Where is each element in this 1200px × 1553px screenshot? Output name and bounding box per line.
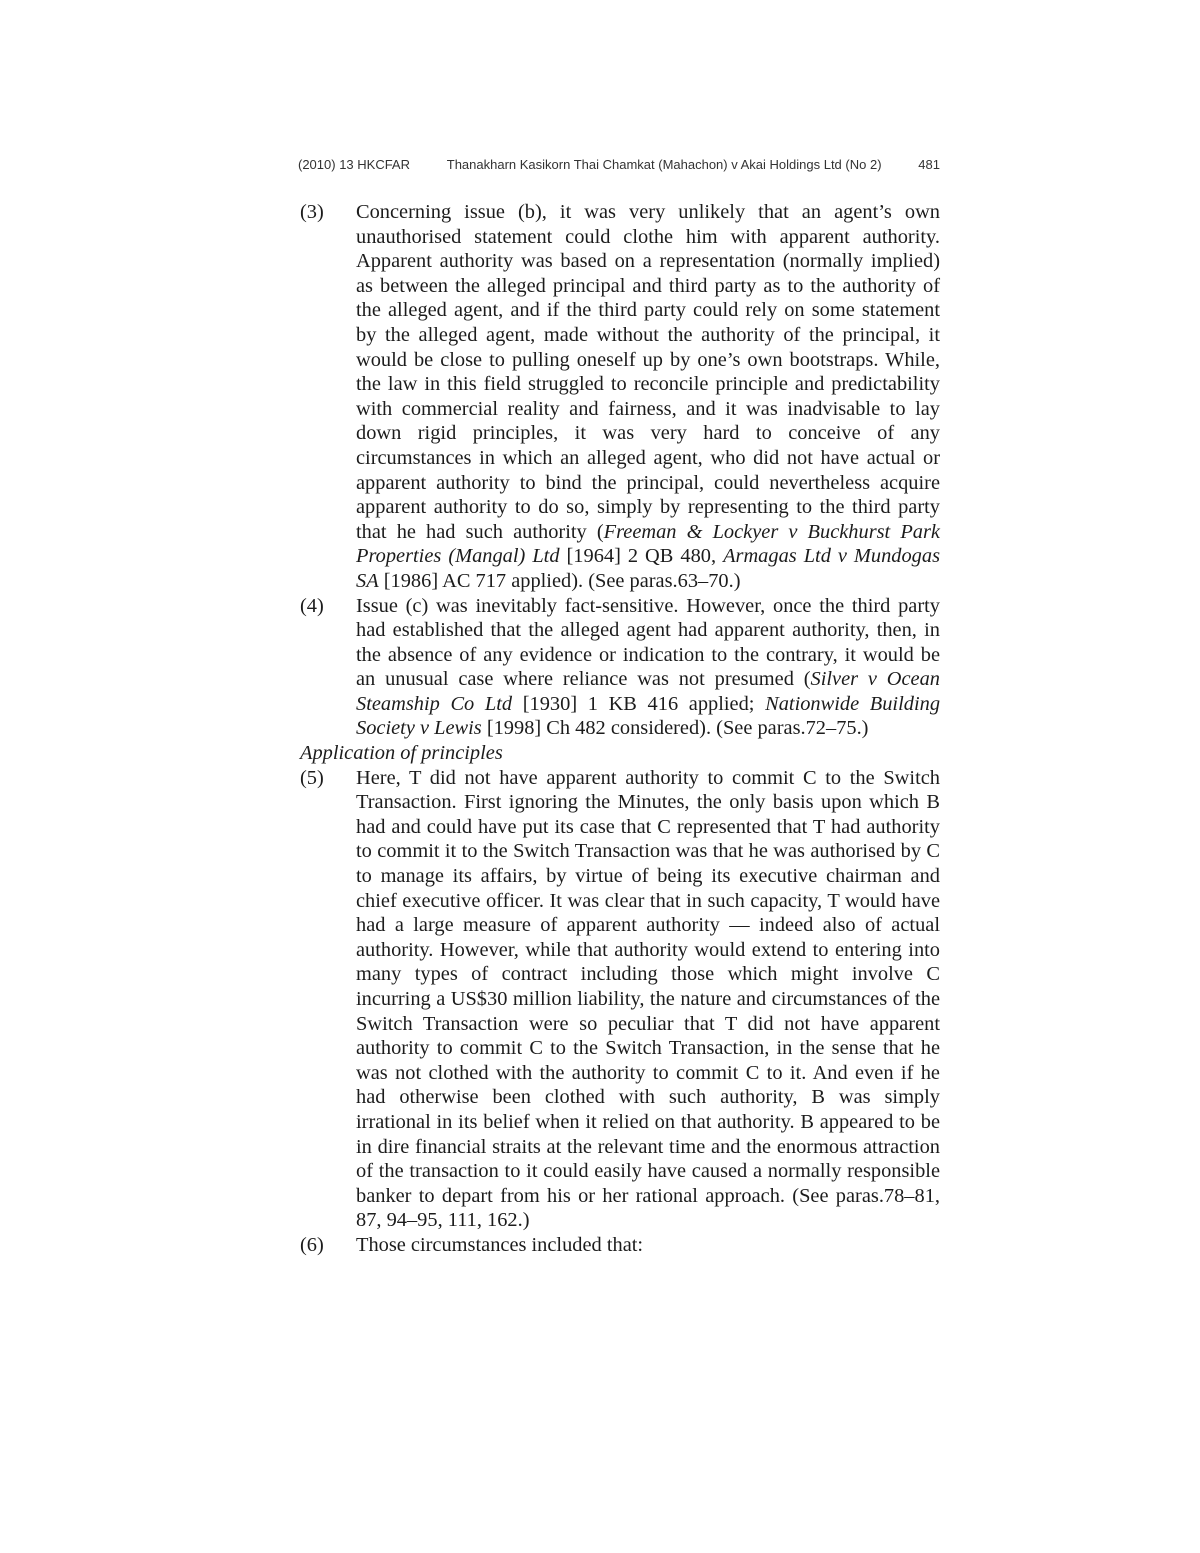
paragraph-number: (6) xyxy=(300,1233,324,1256)
text-segment: Those circumstances included that: xyxy=(356,1233,644,1256)
page-body xyxy=(300,200,940,1258)
case-title: Thanakharn Kasikorn Thai Chamkat (Mahachon) v Akai Holdings Ltd (No 2) xyxy=(446,157,882,172)
paragraph-text xyxy=(356,200,940,594)
section-heading: Application of principles xyxy=(300,742,503,765)
page-number: 481 xyxy=(918,157,940,172)
report-citation: (2010) 13 HKCFAR xyxy=(298,157,410,172)
case-citation: Armagas Ltd v Mundogas SA xyxy=(356,545,941,592)
text-segment: [1986] AC 717 applied). (See paras.63–70.) xyxy=(378,569,741,592)
case-citation: Nationwide Building Society v Lewis xyxy=(356,692,941,740)
running-header xyxy=(298,157,940,172)
paragraph-number: (3) xyxy=(300,201,324,223)
text-segment: [1930] 1 KB 416 applied; xyxy=(512,692,766,715)
paragraph-text xyxy=(356,1233,940,1258)
case-citation: Freeman & Lockyer v Buckhurst Park Properties (Mangal) Ltd xyxy=(356,520,940,568)
text-segment: Concerning issue (b), it was very unlikely that an agent’s own unauthorised statement could clothe him with apparent authority. Apparent authority was based on a representation (normally implied) as between the alleged principal and third party as to the authority of the alleged agent, and if the third party could rely on some statement by the alleged agent, made without the authority of the principal, it would be close to pulling oneself up by one’s own bootstraps. While, the law in this field struggled to reconcile principle and predictability with commercial reality and fairness, and it was inadvisable to lay down rigid principles, it was very hard to conceive of any circumstances in which an alleged agent, who did not have actual or apparent authority to bind the principal, could nevertheless acquire apparent authority to do so, simply by representing to the third party that he had such authority ( xyxy=(356,201,940,543)
paragraph-6 xyxy=(300,1233,940,1258)
paragraph-text xyxy=(356,766,940,1233)
text-segment: [1998] Ch 482 considered). (See paras.72–75.) xyxy=(481,717,869,740)
text-segment: Issue (c) was inevitably fact-sensitive. However, once the third party had established that the alleged agent had apparent authority, then, in the absence of any evidence or indication to the contrary, it would be an unusual case where reliance was not presumed ( xyxy=(356,594,940,691)
paragraph-5 xyxy=(300,766,940,1233)
paragraph-number: (4) xyxy=(300,594,324,617)
case-citation: Silver v Ocean Steamship Co Ltd xyxy=(356,668,940,715)
paragraph-4 xyxy=(300,594,940,742)
paragraph-text xyxy=(356,594,940,742)
text-segment: Here, T did not have apparent authority to commit C to the Switch Transaction. First ignoring the Minutes, the only basis upon which B had and could have put its case that C represented that T had authority to commit it to the Switch Transaction was that he was authorised by C to manage its affairs, by virtue of being its executive chairman and chief executive officer. It was clear that in such capacity, T would have had a large measure of apparent authority — indeed also of actual authority. However, while that authority would extend to entering into many types of contract including those which might involve C incurring a US$30 million liability, the nature and circumstances of the Switch Transaction were so peculiar that T did not have apparent authority to commit C to the Switch Transaction, in the sense that he was not clothed with the authority to commit C to it. And even if he had otherwise been clothed with such authority, B was simply irrational in its belief when it relied on that authority. B appeared to be in dire financial straits at the relevant time and the enormous attraction of the transaction to it could easily have caused a normally responsible banker to depart from his or her rational approach. (See paras.78–81, 87, 94–95, 111, 162.) xyxy=(356,766,940,1232)
paragraph-3 xyxy=(300,200,940,594)
text-segment: [1964] 2 QB 480, xyxy=(559,545,724,568)
paragraph-number: (5) xyxy=(300,766,324,789)
